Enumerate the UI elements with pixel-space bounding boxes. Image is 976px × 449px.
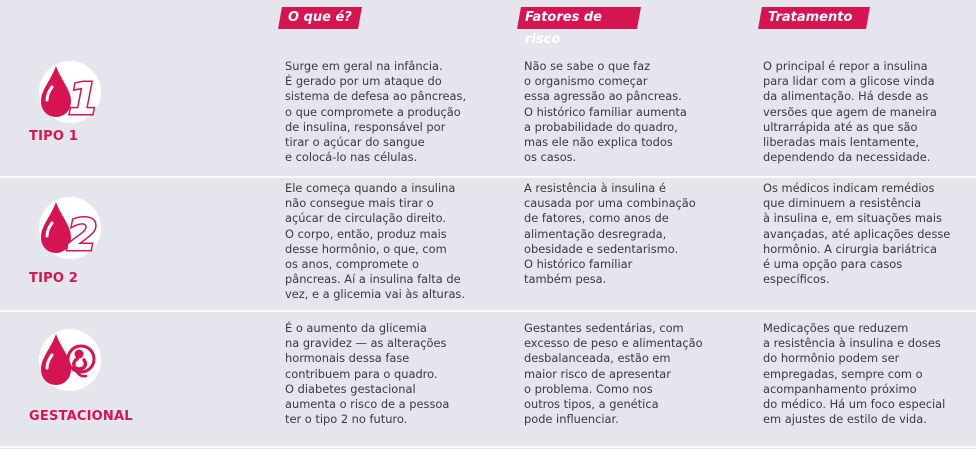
- header-what-is-it: O que é?: [278, 7, 362, 29]
- row-gestacional: [0, 312, 976, 446]
- cell-what-is-it: Ele começa quando a insulina não consegue mais tirar o açúcar de circulação direito. O corpo, então, produz mais desse hormônio, o que, com os anos, compromete o pâncreas. Aí a insulina falta de vez, e a glicemia vai às alturas.: [285, 181, 465, 302]
- row-label: GESTACIONAL: [29, 409, 133, 424]
- cell-treatment: Medicações que reduzem a resistência à insulina e doses do hormônio podem ser empregadas, sempre com o acompanhamento próximo do médico. Há um foco especial em ajustes de estilo de vida.: [763, 321, 946, 427]
- row-divider: [0, 446, 976, 448]
- icon-number: 2: [67, 210, 98, 261]
- cell-risk-factors: Não se sabe o que faz o organismo começar essa agressão ao pâncreas. O histórico familiar aumenta a probabilidade do quadro, mas ele não explica todos os casos.: [524, 59, 687, 165]
- blood-drop-number-2-icon: [32, 186, 112, 266]
- row-tipo-2: [0, 178, 976, 310]
- blood-drop-pregnancy-icon: [32, 318, 112, 398]
- cell-treatment: O principal é repor a insulina para lidar com a glicose vinda da alimentação. Há desde as versões que agem de maneira ultrarrápida até as que são liberadas mais lentamente, dependendo da necessidade.: [763, 59, 937, 165]
- blood-drop-number-1-icon: [32, 50, 112, 130]
- header-risk-factors: Fatores de risco: [517, 7, 641, 29]
- header-treatment: Tratamento: [758, 7, 870, 29]
- cell-treatment: Os médicos indicam remédios que diminuem a resistência à insulina e, em situações mais avançadas, até aplicações desse hormônio. A cirurgia bariátrica é uma opção para casos específicos.: [763, 181, 951, 287]
- cell-risk-factors: A resistência à insulina é causada por uma combinação de fatores, como anos de alimentação desregrada, obesidade e sedentarismo. O histórico familiar também pesa.: [524, 181, 696, 287]
- row-label: TIPO 2: [29, 271, 79, 286]
- cell-what-is-it: É o aumento da glicemia na gravidez — as alterações hormonais dessa fase contribuem para o quadro. O diabetes gestacional aumenta o risco de a pessoa ter o tipo 2 no futuro.: [285, 321, 450, 427]
- cell-what-is-it: Surge em geral na infância. É gerado por um ataque do sistema de defesa ao pâncreas, o que compromete a produção de insulina, responsável por tirar o açúcar do sangue e colocá-lo nas células.: [285, 59, 467, 165]
- cell-risk-factors: Gestantes sedentárias, com excesso de peso e alimentação desbalanceada, estão em maior risco de apresentar o problema. Como nos outros tipos, a genética pode influenciar.: [524, 321, 703, 427]
- row-label: TIPO 1: [29, 129, 79, 144]
- icon-number: 1: [68, 74, 99, 125]
- row-tipo-1: [0, 30, 976, 176]
